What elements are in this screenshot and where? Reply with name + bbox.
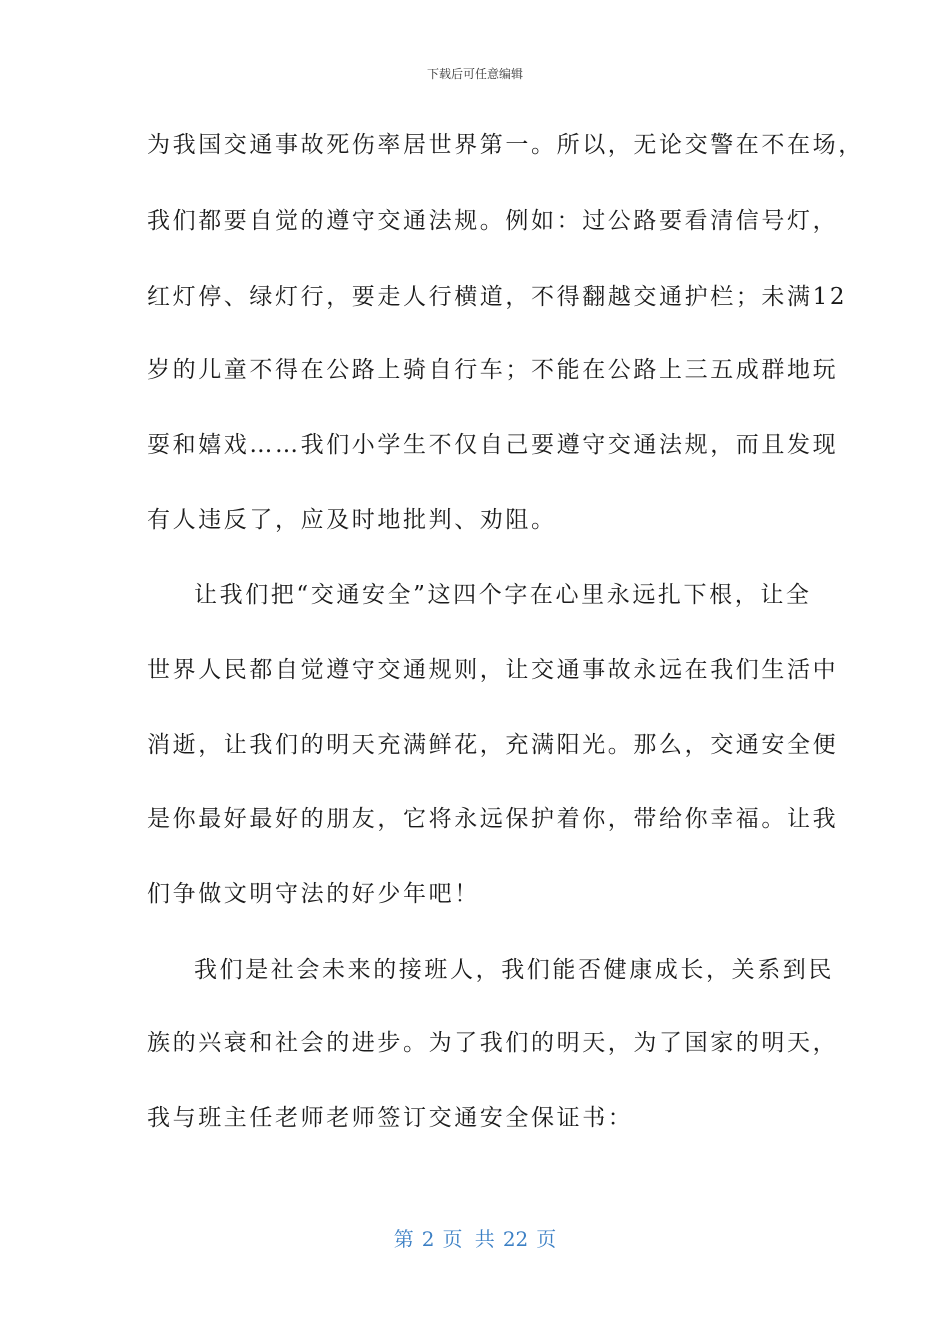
text-line: 让我们把“交通安全”这四个字在心里永远扎下根，让全 bbox=[194, 582, 812, 608]
text-line: 世界人民都自觉遵守交通规则，让交通事故永远在我们生活中 bbox=[147, 657, 839, 683]
text-line: 我们是社会未来的接班人，我们能否健康成长，关系到民 bbox=[194, 957, 834, 983]
footer-middle: 页 共 bbox=[442, 1227, 495, 1251]
text-line: 有人违反了，应及时地批判、劝阻。 bbox=[147, 507, 557, 533]
footer-current-page: 2 bbox=[421, 1227, 435, 1251]
text-line: 我与班主任老师老师签订交通安全保证书： bbox=[147, 1105, 634, 1131]
page-header-note: 下载后可任意编辑 bbox=[426, 67, 523, 81]
text-line: 消逝，让我们的明天充满鲜花，充满阳光。那么，交通安全便 bbox=[147, 732, 839, 758]
text-line: 红灯停、绿灯行，要走人行横道，不得翻越交通护栏；未满12 bbox=[147, 284, 848, 310]
text-line: 族的兴衰和社会的进步。为了我们的明天，为了国家的明天， bbox=[147, 1030, 839, 1056]
text-line: 为我国交通事故死伤率居世界第一。所以，无论交警在不在场， bbox=[147, 132, 864, 158]
text-line: 们争做文明守法的好少年吧！ bbox=[147, 881, 480, 907]
text-line: 耍和嬉戏……我们小学生不仅自己要遵守交通法规，而且发现 bbox=[147, 432, 839, 458]
text-line: 岁的儿童不得在公路上骑自行车；不能在公路上三五成群地玩 bbox=[147, 357, 839, 383]
text-line: 我们都要自觉的遵守交通法规。例如：过公路要看清信号灯， bbox=[147, 208, 839, 234]
footer-suffix: 页 bbox=[536, 1227, 557, 1251]
footer-prefix: 第 bbox=[393, 1227, 414, 1251]
text-line: 是你最好最好的朋友，它将永远保护着你，带给你幸福。让我 bbox=[147, 806, 839, 832]
footer-total-pages: 22 bbox=[502, 1227, 529, 1251]
page-number-footer bbox=[0, 1226, 950, 1252]
